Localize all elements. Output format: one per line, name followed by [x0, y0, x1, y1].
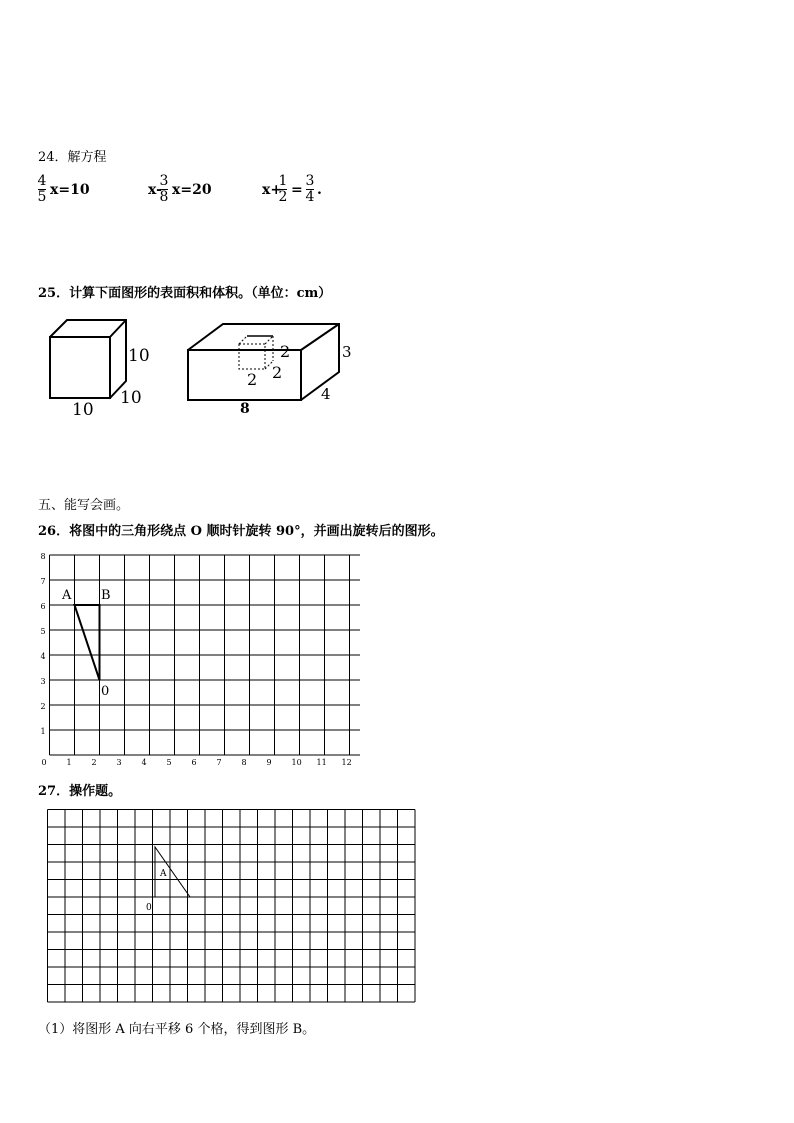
period: . — [317, 182, 322, 198]
cut-depth-label: 2 — [272, 363, 283, 382]
equation-tail: x=10 — [50, 182, 90, 198]
equals-sign: = — [291, 182, 303, 198]
x-tick-label: 5 — [166, 758, 172, 767]
x-tick-label: 6 — [191, 758, 197, 767]
fraction-numerator: 1 — [278, 173, 288, 189]
box-length-label: 8 — [240, 401, 250, 417]
y-tick-label: 1 — [40, 727, 46, 736]
y-tick-label: 8 — [40, 552, 46, 561]
box-depth-label: 4 — [321, 385, 331, 403]
figure-a-label: A — [160, 869, 167, 879]
x-tick-label: 0 — [41, 758, 47, 767]
equation-prefix: x- — [148, 182, 162, 198]
x-tick-label: 7 — [216, 758, 222, 767]
q25-title: 25．计算下面图形的表面积和体积。（单位：cm） — [38, 286, 332, 301]
section-title: 五、能写会画。 — [38, 498, 130, 513]
fraction-denominator: 4 — [305, 189, 315, 205]
axis-ticks — [41, 552, 352, 767]
y-tick-label: 2 — [40, 702, 46, 711]
fraction-numerator: 3 — [159, 173, 169, 189]
fraction-denominator: 8 — [159, 189, 169, 205]
x-tick-label: 8 — [241, 758, 247, 767]
y-tick-label: 5 — [40, 627, 46, 636]
q27-subquestion-1: （1）将图形 A 向右平移 6 个格，得到图形 B。 — [38, 1022, 316, 1037]
point-o-label: 0 — [101, 684, 110, 699]
x-tick-label: 3 — [116, 758, 122, 767]
fraction-denominator: 5 — [37, 189, 47, 205]
cube-figure — [0, 0, 794, 430]
box-height-label: 3 — [342, 343, 352, 361]
point-b-label: B — [101, 588, 111, 603]
y-tick-label: 6 — [40, 602, 46, 611]
cube-width-label: 10 — [72, 400, 94, 420]
q26-title: 26．将图中的三角形绕点 O 顺时针旋转 90°，并画出旋转后的图形。 — [38, 524, 444, 539]
square-grid — [48, 810, 416, 1003]
x-tick-label: 1 — [66, 758, 72, 767]
x-tick-label: 9 — [266, 758, 272, 767]
coordinate-grid — [50, 555, 361, 755]
x-tick-label: 12 — [341, 758, 352, 767]
equation-tail: x=20 — [172, 182, 212, 198]
x-tick-label: 10 — [291, 758, 302, 767]
point-o-label: 0 — [146, 903, 152, 913]
cut-width-label: 2 — [247, 370, 258, 389]
y-tick-label: 3 — [40, 677, 46, 686]
triangle-aob — [75, 605, 100, 680]
fraction-numerator: 4 — [37, 173, 47, 189]
cut-height-label: 2 — [280, 342, 291, 361]
cube-depth-label: 10 — [120, 388, 142, 408]
q27-title: 27．操作题。 — [38, 784, 122, 799]
equation-prefix: x+ — [262, 182, 283, 198]
fraction-denominator: 2 — [278, 189, 288, 205]
q24-title: 24．解方程 — [38, 150, 107, 165]
fraction-numerator: 3 — [305, 173, 315, 189]
x-tick-label: 2 — [91, 758, 97, 767]
y-tick-label: 7 — [40, 577, 46, 586]
x-tick-label: 11 — [316, 758, 327, 767]
q27-grid-figure — [40, 802, 430, 1007]
y-tick-label: 4 — [40, 652, 46, 661]
q26-grid-figure — [30, 545, 360, 770]
point-a-label: A — [62, 588, 72, 603]
cube-height-label: 10 — [128, 346, 150, 366]
x-tick-label: 4 — [141, 758, 147, 767]
